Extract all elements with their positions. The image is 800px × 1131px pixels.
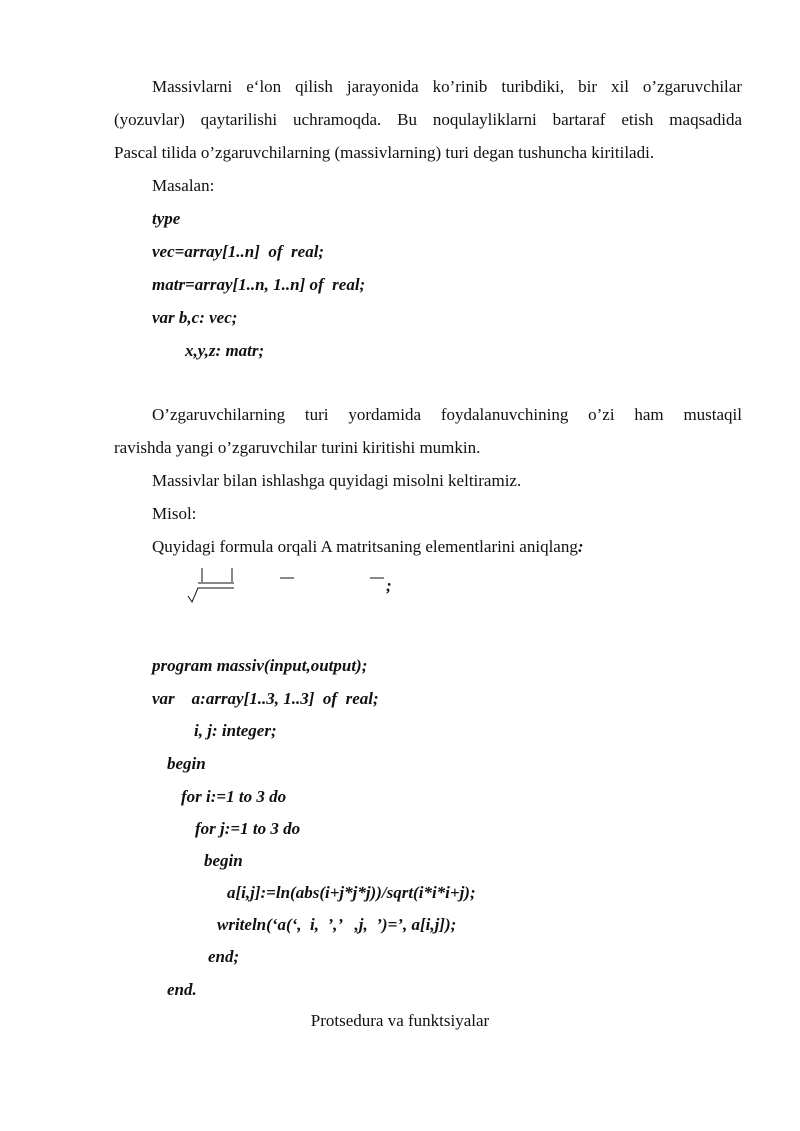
task-text (152, 536, 584, 558)
paragraph-2-line-2: ravishda yangi o’zgaruvchilar turini kiritishi mumkin. (114, 438, 481, 457)
code-line: var b,c: vec; (152, 308, 238, 327)
paragraph-1-line-3: Pascal tilida o’zgaruvchilarning (massivlarning) turi degan tushuncha kiritiladi. (114, 143, 655, 162)
task-sentence: Quyidagi formula orqali A matritsaning elementlarini aniqlang (152, 537, 578, 556)
example-label: Masalan: (152, 176, 215, 195)
code-line: type (152, 209, 181, 228)
code-line: begin (204, 851, 243, 870)
task-colon: : (577, 537, 584, 556)
code-line: end; (208, 947, 240, 966)
code-line: end. (167, 980, 197, 999)
code-line: x,y,z: matr; (185, 341, 265, 360)
code-line: var a:array[1..3, 1..3] of real; (152, 689, 379, 708)
code-line: begin (167, 754, 206, 773)
section-heading: Protsedura va funktsiyalar (310, 1011, 490, 1030)
code-line: writeln(‘a(‘, i, ’,’ ,j, ’)=’, a[i,j]); (217, 915, 457, 934)
code-line: for i:=1 to 3 do (181, 787, 287, 806)
paragraph-3: Massivlar bilan ishlashga quyidagi misolni keltiramiz. (152, 471, 522, 490)
code-line: matr=array[1..n, 1..n] of real; (152, 275, 366, 294)
code-line: i, j: integer; (194, 721, 277, 740)
code-line: for j:=1 to 3 do (195, 819, 301, 838)
formula (180, 562, 420, 612)
formula-graphic (180, 562, 420, 612)
paragraph-2-line-1: O’zgaruvchilarning turi yordamida foydalanuvchining o’zi ham mustaqil (152, 405, 742, 424)
paragraph-1-line-2: (yozuvlar) qaytarilishi uchramoqda. Bu noqulayliklarni bartaraf etish maqsadida (114, 110, 742, 129)
paragraph-1-line-1: Massivlarni e‘lon qilish jarayonida ko’rinib turibdiki, bir xil o’zgaruvchilar (152, 77, 742, 96)
code-line: vec=array[1..n] of real; (152, 242, 325, 261)
formula-semicolon: ; (386, 576, 392, 595)
code-line: a[i,j]:=ln(abs(i+j*j*j))/sqrt(i*i*i+j); (227, 883, 476, 902)
code-line: program massiv(input,output); (152, 656, 368, 675)
misol-label: Misol: (152, 504, 197, 523)
